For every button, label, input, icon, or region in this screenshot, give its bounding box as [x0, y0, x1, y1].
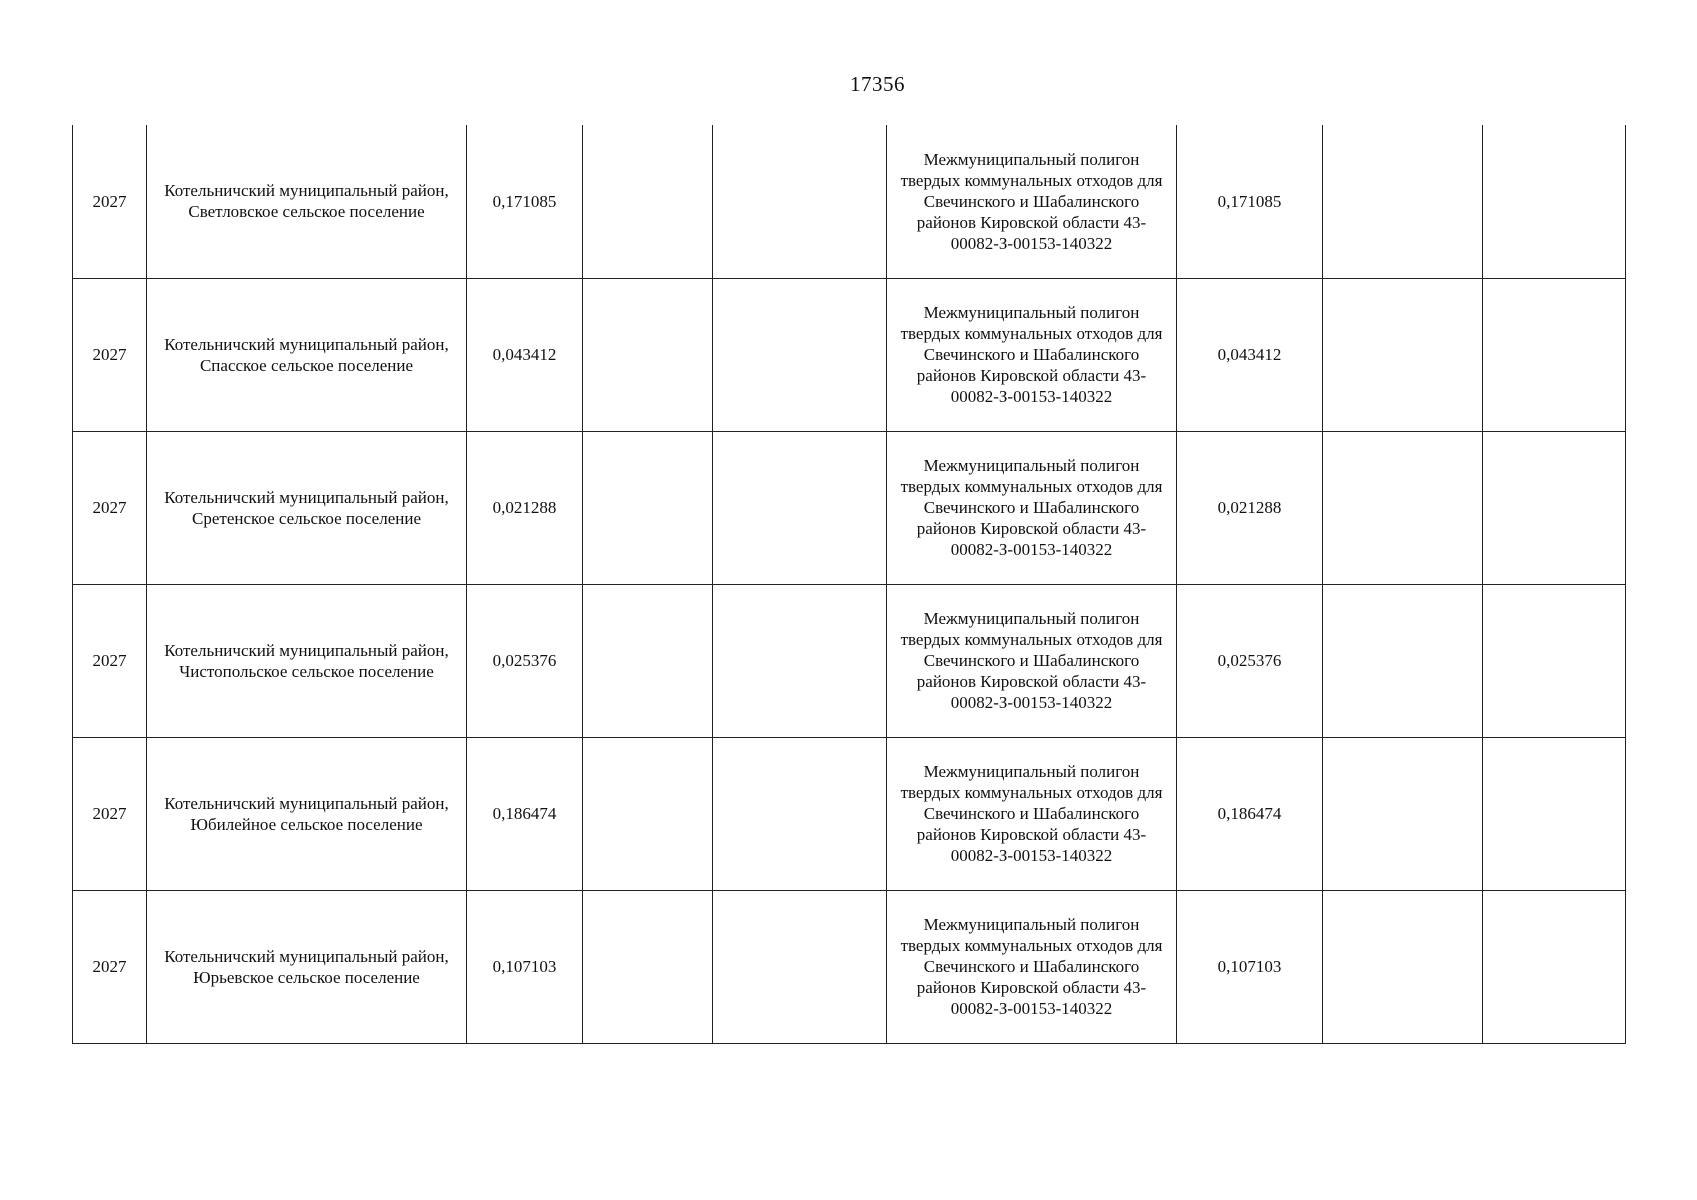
table-row	[73, 125, 1626, 278]
table-row	[73, 890, 1626, 1043]
empty-cell-col5	[713, 584, 887, 737]
waste-flow-table	[72, 125, 1626, 1044]
empty-cell-col9	[1483, 278, 1626, 431]
empty-cell-col8	[1323, 584, 1483, 737]
empty-cell-col4	[583, 278, 713, 431]
year-cell: 2027	[73, 890, 147, 1043]
facility-cell: Межмуниципальный полигон твердых коммунальных отходов для Свечинского и Шабалинского районов Кировской области 43-00082-З-00153-140322	[887, 431, 1177, 584]
facility-cell: Межмуниципальный полигон твердых коммунальных отходов для Свечинского и Шабалинского районов Кировской области 43-00082-З-00153-140322	[887, 278, 1177, 431]
table-row	[73, 278, 1626, 431]
table-body	[73, 125, 1626, 1043]
municipality-cell: Котельничский муниципальный район, Сретенское сельское поселение	[147, 431, 467, 584]
empty-cell-col5	[713, 431, 887, 584]
empty-cell-col5	[713, 125, 887, 278]
facility-amount-cell: 0,186474	[1177, 737, 1323, 890]
empty-cell-col4	[583, 737, 713, 890]
amount-cell: 0,043412	[467, 278, 583, 431]
empty-cell-col4	[583, 125, 713, 278]
municipality-cell: Котельничский муниципальный район, Спасское сельское поселение	[147, 278, 467, 431]
empty-cell-col5	[713, 890, 887, 1043]
amount-cell: 0,171085	[467, 125, 583, 278]
year-cell: 2027	[73, 278, 147, 431]
amount-cell: 0,107103	[467, 890, 583, 1043]
year-cell: 2027	[73, 737, 147, 890]
empty-cell-col9	[1483, 737, 1626, 890]
empty-cell-col8	[1323, 737, 1483, 890]
year-cell: 2027	[73, 584, 147, 737]
table-row	[73, 431, 1626, 584]
year-cell: 2027	[73, 431, 147, 584]
table-row	[73, 737, 1626, 890]
empty-cell-col5	[713, 278, 887, 431]
amount-cell: 0,186474	[467, 737, 583, 890]
facility-amount-cell: 0,043412	[1177, 278, 1323, 431]
empty-cell-col8	[1323, 125, 1483, 278]
empty-cell-col4	[583, 584, 713, 737]
amount-cell: 0,021288	[467, 431, 583, 584]
municipality-cell: Котельничский муниципальный район, Юрьевское сельское поселение	[147, 890, 467, 1043]
facility-cell: Межмуниципальный полигон твердых коммунальных отходов для Свечинского и Шабалинского районов Кировской области 43-00082-З-00153-140322	[887, 125, 1177, 278]
empty-cell-col4	[583, 890, 713, 1043]
page-number: 17356	[850, 72, 905, 96]
empty-cell-col9	[1483, 584, 1626, 737]
empty-cell-col8	[1323, 890, 1483, 1043]
facility-cell: Межмуниципальный полигон твердых коммунальных отходов для Свечинского и Шабалинского районов Кировской области 43-00082-З-00153-140322	[887, 890, 1177, 1043]
facility-amount-cell: 0,025376	[1177, 584, 1323, 737]
facility-amount-cell: 0,107103	[1177, 890, 1323, 1043]
empty-cell-col5	[713, 737, 887, 890]
empty-cell-col9	[1483, 125, 1626, 278]
facility-cell: Межмуниципальный полигон твердых коммунальных отходов для Свечинского и Шабалинского районов Кировской области 43-00082-З-00153-140322	[887, 584, 1177, 737]
empty-cell-col8	[1323, 431, 1483, 584]
amount-cell: 0,025376	[467, 584, 583, 737]
municipality-cell: Котельничский муниципальный район, Чистопольское сельское поселение	[147, 584, 467, 737]
municipality-cell: Котельничский муниципальный район, Юбилейное сельское поселение	[147, 737, 467, 890]
empty-cell-col8	[1323, 278, 1483, 431]
empty-cell-col9	[1483, 431, 1626, 584]
municipality-cell: Котельничский муниципальный район, Светловское сельское поселение	[147, 125, 467, 278]
facility-cell: Межмуниципальный полигон твердых коммунальных отходов для Свечинского и Шабалинского районов Кировской области 43-00082-З-00153-140322	[887, 737, 1177, 890]
empty-cell-col4	[583, 431, 713, 584]
table-row	[73, 584, 1626, 737]
facility-amount-cell: 0,021288	[1177, 431, 1323, 584]
empty-cell-col9	[1483, 890, 1626, 1043]
year-cell: 2027	[73, 125, 147, 278]
facility-amount-cell: 0,171085	[1177, 125, 1323, 278]
